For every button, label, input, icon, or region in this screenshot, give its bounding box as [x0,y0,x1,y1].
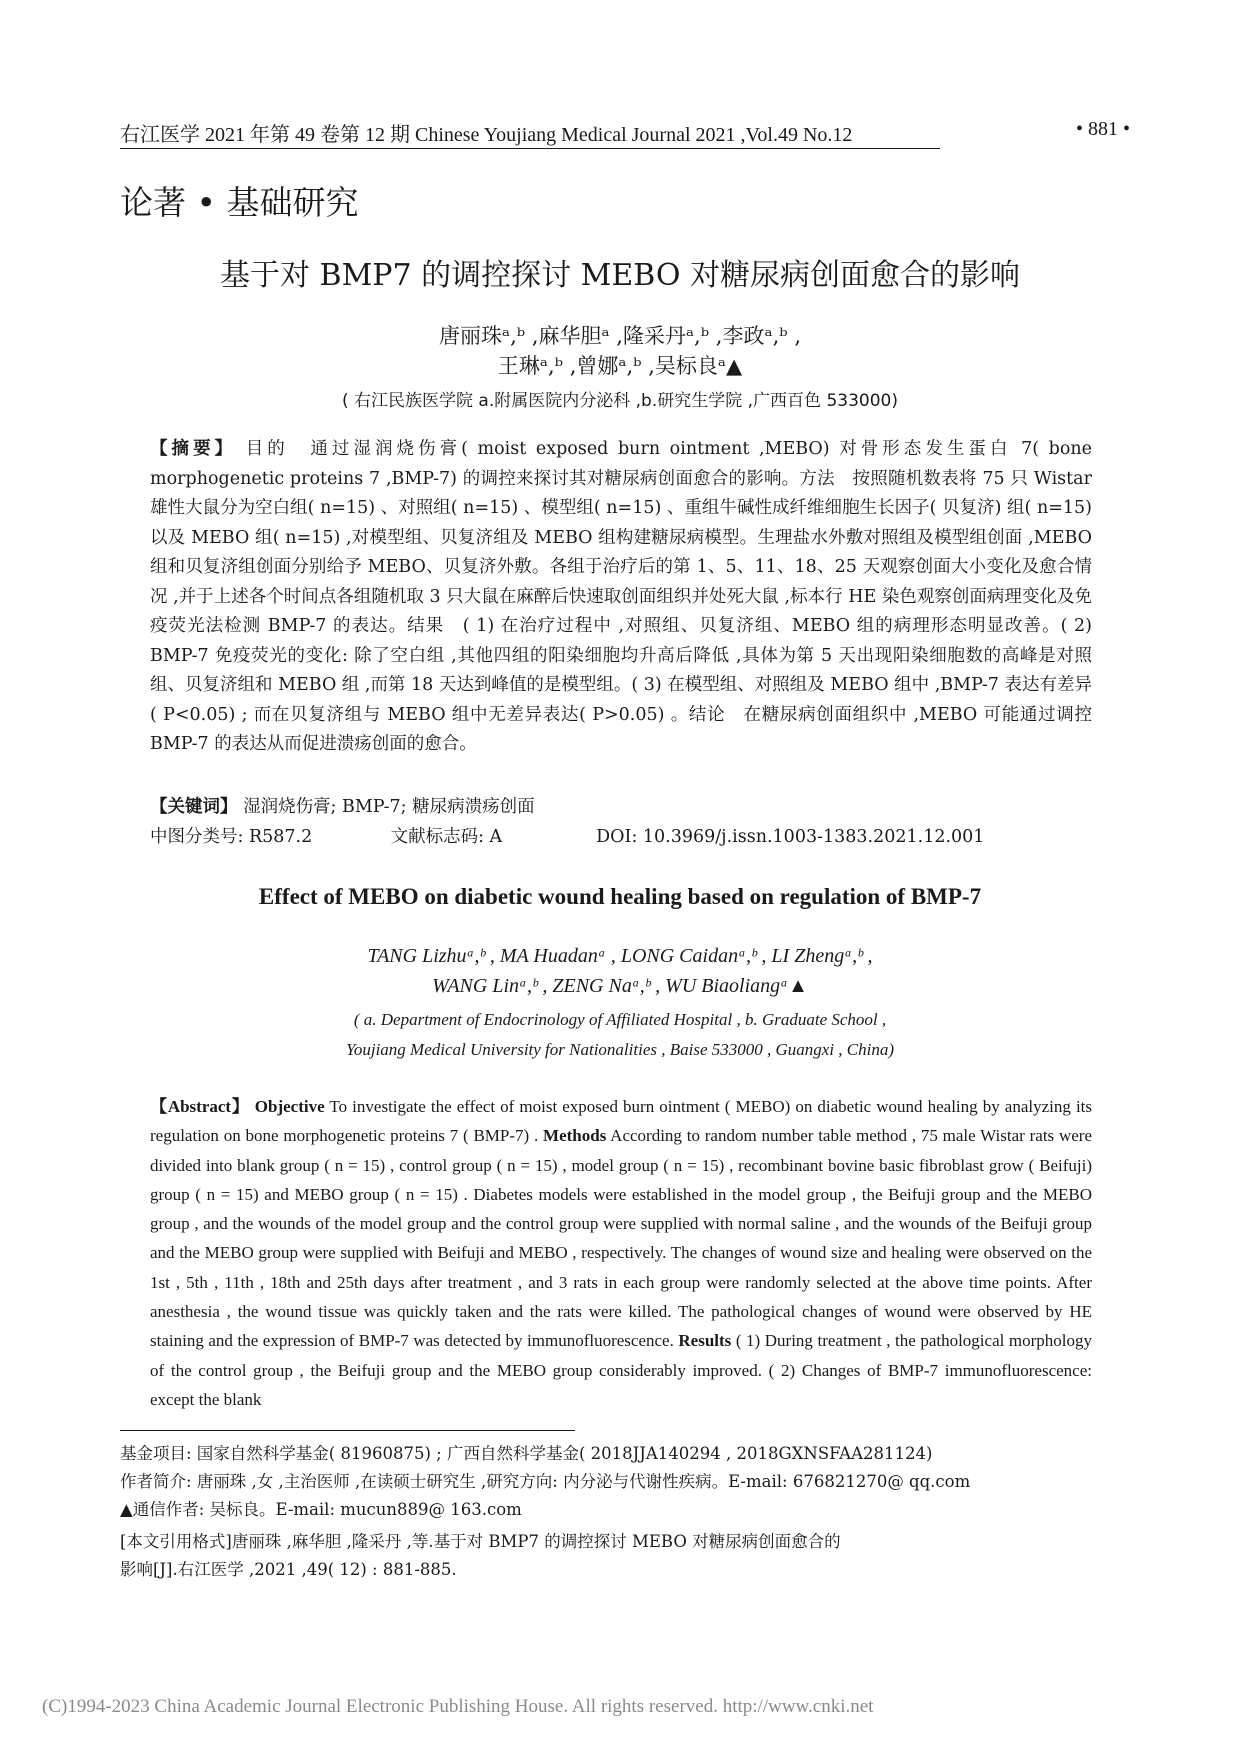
document-code: 文献标志码: A [390,827,503,847]
header-rule [120,148,940,149]
methods-label: Methods [543,1126,607,1146]
clc-number: 中图分类号: R587.2 [150,827,313,847]
running-header [120,118,1130,150]
chinese-title: 基于对 BMP7 的调控探讨 MEBO 对糖尿病创面愈合的影响 [220,258,1020,293]
english-affiliation-line-2: Youjiang Medical University for Nationalities , Baise 533000 , Guangxi , China) [345,1040,895,1059]
chinese-keywords-label: 【关键词】 [150,797,238,817]
chinese-affiliation: ( 右江民族医学院 a.附属医院内分泌科 ,b.研究生学院 ,广西百色 533000) [341,391,898,411]
section-label: 论著 • 基础研究 [120,183,359,222]
results-label: Results [678,1331,732,1351]
english-authors-line-1: TANG Lizhuᵃ,ᵇ , MA Huadanᵃ , LONG Caidanᵃ,ᵇ , LI Zhengᵃ,ᵇ , [367,945,873,967]
english-title: Effect of MEBO on diabetic wound healing based on regulation of BMP-7 [258,884,982,909]
chinese-abstract-label: 【摘要】 [150,439,237,459]
chinese-authors-line-1: 唐丽珠ᵃ,ᵇ ,麻华胆ᵃ ,隆采丹ᵃ,ᵇ ,李政ᵃ,ᵇ , [438,324,802,348]
classification-line [150,823,1092,853]
footnote-citation-line-1: [本文引用格式]唐丽珠 ,麻华胆 ,隆采丹 ,等.基于对 BMP7 的调控探讨 MEBO 对糖尿病创面愈合的 [120,1532,841,1551]
copyright-watermark: (C)1994-2023 China Academic Journal Electronic Publishing House. All rights reserved. http://www.cnki.net [42,1696,874,1717]
footnote-rule [120,1430,575,1431]
doi: DOI: 10.3969/j.issn.1003-1383.2021.12.001 [596,827,985,847]
english-affiliation-line-1: ( a. Department of Endocrinology of Affiliated Hospital , b. Graduate School , [353,1010,887,1029]
chinese-abstract-text: 目的 通过湿润烧伤膏( moist exposed burn ointment ,MEBO) 对骨形态发生蛋白 7( bone morphogenetic proteins 7 ,BMP-7) 的调控来探讨其对糖尿病创面愈合的影响。方法 按照随机数表将 75 只 Wistar 雄性大鼠分为空白组( n=15) 、对照组( n=15) 、模型组( n=15) 、重组牛碱性成纤维细胞生长因子( 贝复济) 组( n=15) 以及 MEBO 组( n=15) ,对模型组、贝复济组及 MEBO 组构建糖尿病模型。生理盐水外敷对照组及模型组创面 ,MEBO 组和贝复济组创面分别给予 MEBO、贝复济外敷。各组于治疗后的第 1、5、11、18、25 天观察创面大小变化及愈合情况 ,并于上述各个时间点各组随机取 3 只大鼠在麻醉后快速取创面组织并处死大鼠 ,标本行 HE 染色观察创面病理变化及免疫荧光法检测 BMP-7 的表达。结果 ( 1) 在治疗过程中 ,对照组、贝复济组、MEBO 组的病理形态明显改善。( 2) BMP-7 免疫荧光的变化: 除了空白组 ,其他四组的阳染细胞均升高后降低 ,具体为第 5 天出现阳染细胞数的高峰是对照组、贝复济组和 MEBO 组 ,而第 18 天达到峰值的是模型组。( 3) 在模型组、对照组及 MEBO 组中 ,BMP-7 表达有差异( P<0.05) ; 而在贝复济组与 MEBO 组中无差异表达( P>0.05) 。结论 在糖尿病创面组织中 ,MEBO 可能通过调控 BMP-7 的表达从而促进溃疡创面的愈合。 [150,439,1092,754]
page-number: • 881 • [1075,118,1130,140]
footnote-corresponding-author: ▲通信作者: 吴标良。E-mail: mucun889@ 163.com [120,1500,522,1519]
chinese-abstract [150,435,1092,760]
footnote-citation-line-2: 影响[J].右江医学 ,2021 ,49( 12) : 881-885. [120,1560,457,1579]
footnote-author-info: 作者简介: 唐丽珠 ,女 ,主治医师 ,在读硕士研究生 ,研究方向: 内分泌与代谢性疾病。E-mail: 676821270@ qq.com [120,1472,971,1491]
chinese-authors-line-2: 王琳ᵃ,ᵇ ,曾娜ᵃ,ᵇ ,吴标良ᵃ▲ [497,354,743,378]
objective-label: Objective [254,1097,325,1116]
journal-info: 右江医学 2021 年第 49 卷第 12 期 Chinese Youjiang Medical Journal 2021 ,Vol.49 No.12 [120,124,853,146]
chinese-keywords-text: 湿润烧伤膏; BMP-7; 糖尿病溃疡创面 [237,797,535,817]
english-abstract-label: 【Abstract】 [150,1097,250,1116]
results-text: ( 1) During treatment , the pathological morphology of the control group , the Beifuji group and the MEBO group considerably improved. ( 2) Changes of BMP-7 immunofluorescence: except the blank [150,1331,1092,1409]
english-abstract [150,1092,1092,1414]
objective-text: To investigate the effect of moist exposed burn ointment ( MEBO) on diabetic wound healing by analyzing its regulation on bone morphogenetic proteins 7 ( BMP-7) . [150,1097,1093,1146]
chinese-keywords [150,793,1092,823]
methods-text: According to random number table method , 75 male Wistar rats were divided into blank group ( n = 15) , control group ( n = 15) , model group ( n = 15) , recombinant bovine basic fibroblast grow ( Beifuji) group ( n = 15) and MEBO group ( n = 15) . Diabetes models were established in the model group , the Beifuji group and the MEBO group , and the wounds of the model group and the control group were supplied with normal saline , and the wounds of the Beifuji group and the MEBO group were supplied with Beifuji and MEBO , respectively. The changes of wound size and healing were observed on the 1st , 5th , 11th , 18th and 25th days after treatment , and 3 rats in each group were randomly selected at the above time points. After anesthesia , the wound tissue was quickly taken and the rats were killed. The pathological changes of wound were observed by HE staining and the expression of BMP-7 was detected by immunofluorescence. [150,1126,1092,1351]
footnote-fund: 基金项目: 国家自然科学基金( 81960875) ; 广西自然科学基金( 2018JJA140294 , 2018GXNSFAA281124) [120,1444,933,1463]
english-authors-line-2: WANG Linᵃ,ᵇ , ZENG Naᵃ,ᵇ , WU Biaoliangᵃ▲ [432,975,808,997]
